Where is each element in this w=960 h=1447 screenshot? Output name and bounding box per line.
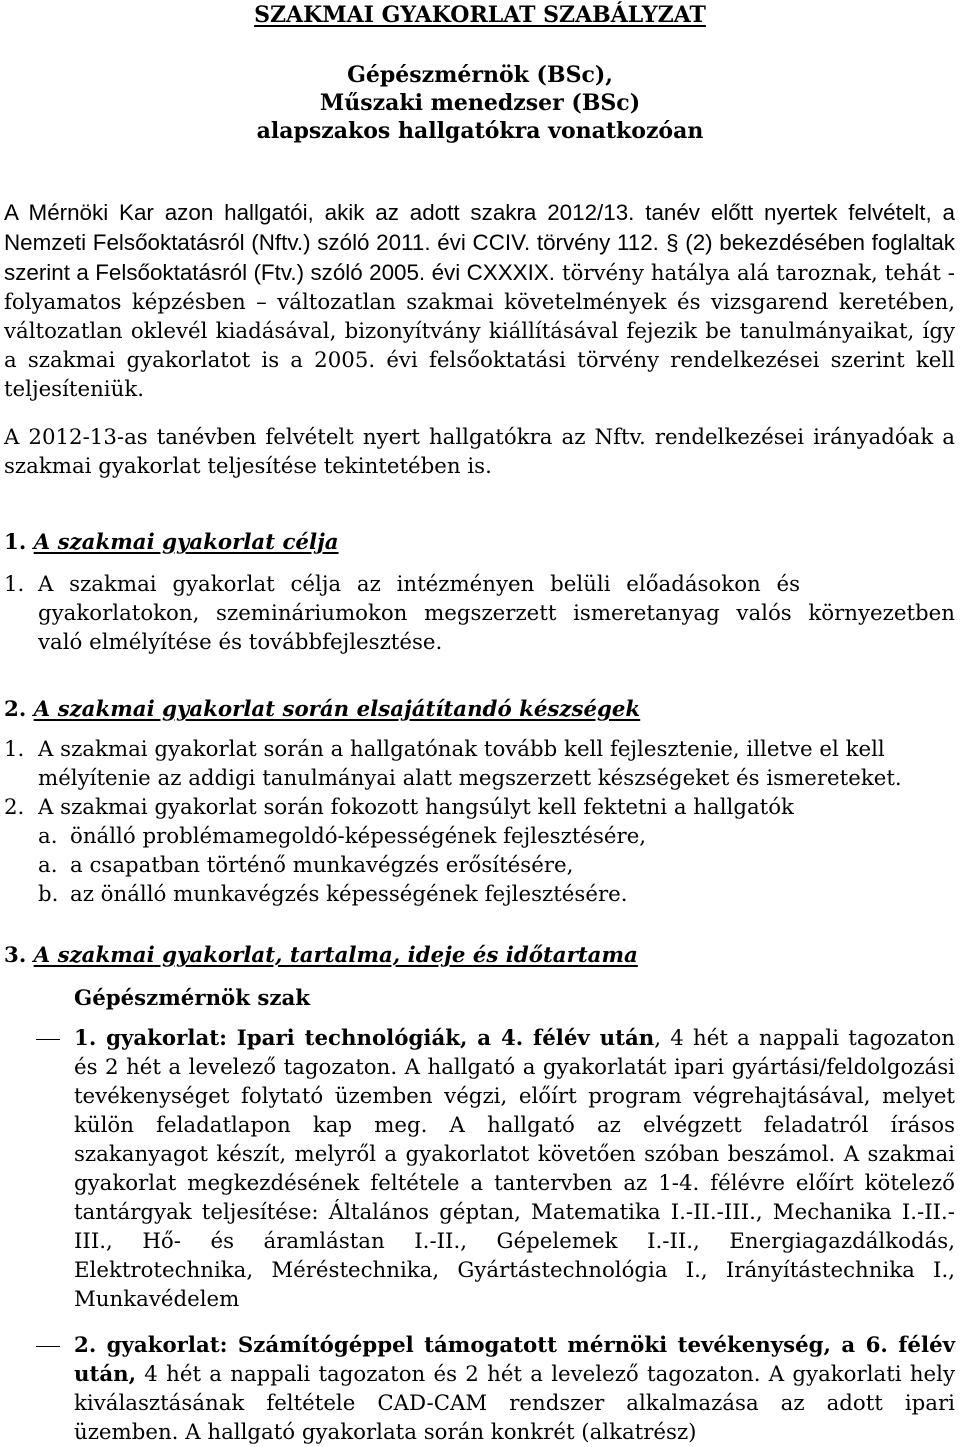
intro-paragraph-2: A 2012-13-as tanévben felvételt nyert hallgatókra az Nftv. rendelkezései irányadóak a szakmai gyakorlat teljesítése tekintetében is. bbox=[4, 425, 955, 479]
document-subtitle-2: Műszaki menedzser (BSc) bbox=[319, 90, 641, 116]
section-2-heading bbox=[4, 697, 640, 722]
intro-paragraph-1-part-b: § (2) bekezdésében foglaltak szerint a Felsőoktatásról (Ftv.) szóló 2005. évi CXXXIX. bbox=[4, 230, 956, 285]
practice-2-paragraph bbox=[74, 1331, 955, 1447]
section-2-item-2-line-1: A szakmai gyakorlat során fokozott hangsúlyt kell fektetni a hallgatók bbox=[38, 795, 794, 820]
document-subtitle-3: alapszakos hallgatókra vonatkozóan bbox=[256, 118, 704, 144]
section-2-subitem-label: a. bbox=[38, 824, 58, 849]
section-3-title: A szakmai gyakorlat, tartalma, ideje és időtartama bbox=[33, 943, 638, 968]
section-3-subheading: Gépészmérnök szak bbox=[74, 986, 311, 1011]
intro-paragraph-1-part-a: A Mérnöki Kar azon hallgatói, akik az adott szakra 2012/13. tanév előtt nyertek felvételt, a Nemzeti Felsőoktatásról (Nftv.) szóló 2011. évi CCIV. törvény 112. bbox=[4, 200, 955, 255]
section-1-item-1-rest: gyakorlatokon, szemináriumokon megszerzett ismeretanyag valós környezetben való elmélyítése és továbbfejlesztése. bbox=[38, 601, 955, 655]
intro-paragraph-1 bbox=[4, 198, 955, 404]
section-1-heading bbox=[4, 530, 339, 555]
section-1-item-1-first-line-text: A szakmai gyakorlat célja az intézményen belüli előadásokon és bbox=[38, 572, 801, 597]
section-3-number: 3. bbox=[4, 943, 27, 968]
section-2-subitem-label: b. bbox=[38, 882, 59, 907]
section-2-subitem-label: a. bbox=[38, 853, 58, 878]
practice-1-text: , 4 hét a nappali tagozaton és 2 hét a levelező tagozaton. A hallgató a gyakorlatát ipari gyártási/feldolgozási tevékenységet folytató üzemben végzi, előírt program végrehajtásával, melyet külön feladatlapon kap meg. A hallgató az elvégzett feladatról írásos szakanyagot készít, melyről a gyakorlatot követően szóban beszámol. A szakmai gyakorlat megkezdésének feltétele a tantervben az 1-4. félévre előírt kötelező tantárgyak teljesítése: Általános géptan, Matematika I.-II.-III., Mechanika I.-II.-III., Hő- és áramlástan I.-II., Gépelemek I.-II., Energiagazdálkodás, Elektrotechnika, Méréstechnika, Gyártástechnológia I., Irányítástechnika I., Munkavédelem bbox=[74, 1026, 955, 1312]
list-dash-icon bbox=[36, 1346, 60, 1347]
section-2-subitem-text: a csapatban történő munkavégzés erősítésére, bbox=[70, 853, 574, 878]
section-2-title: A szakmai gyakorlat során elsajátítandó készségek bbox=[33, 697, 641, 722]
section-2-item-1-number: 1. bbox=[4, 737, 25, 762]
practice-1-paragraph bbox=[74, 1024, 955, 1314]
section-1-item-1-number: 1. bbox=[4, 572, 25, 597]
section-2-number: 2. bbox=[4, 697, 27, 722]
section-1-item-1-first-line bbox=[38, 570, 955, 599]
list-dash-icon bbox=[36, 1039, 60, 1040]
section-2-item-1-line-1: A szakmai gyakorlat során a hallgatónak tovább kell fejlesztenie, illetve el kell bbox=[38, 737, 885, 762]
section-2-subitem-text: az önálló munkavégzés képességének fejlesztésére. bbox=[70, 882, 628, 907]
section-2-item-1-line-2: mélyítenie az addigi tanulmányai alatt megszerzett készségeket és ismereteket. bbox=[38, 766, 902, 791]
practice-2-text: 4 hét a nappali tagozaton és 2 hét a levelező tagozaton. A gyakorlati hely kiválasztásának feltétele CAD-CAM rendszer alkalmazása az adott ipari üzemben. A hallgató gyakorlata során konkrét (alkatrész) bbox=[74, 1362, 955, 1445]
document-title: SZAKMAI GYAKORLAT SZABÁLYZAT bbox=[254, 2, 706, 28]
section-3-heading bbox=[4, 943, 638, 968]
section-2-item-2-number: 2. bbox=[4, 795, 25, 820]
intro-paragraph-1-part-c: törvény hatálya alá taroznak, tehát - folyamatos képzésben – változatlan szakmai követelmények és vizsgarend keretében, változatlan oklevél kiadásával, bizonyítvány kiállításával fejezik be tanulmányaikat, így a szakmai gyakorlatot is a 2005. évi felsőoktatási törvény rendelkezései szerint kell teljesíteniük. bbox=[4, 261, 955, 402]
practice-1-title: 1. gyakorlat: Ipari technológiák, a 4. félév után bbox=[74, 1026, 655, 1051]
section-2-subitem-text: önálló problémamegoldó-képességének fejlesztésére, bbox=[70, 824, 647, 849]
practice-2-title: 2. gyakorlat: Számítógéppel támogatott mérnöki tevékenység, a 6. félév után, bbox=[74, 1333, 955, 1387]
section-1-number: 1. bbox=[4, 530, 27, 555]
section-1-title: A szakmai gyakorlat célja bbox=[33, 530, 339, 555]
document-subtitle-1: Gépészmérnök (BSc), bbox=[347, 62, 613, 88]
